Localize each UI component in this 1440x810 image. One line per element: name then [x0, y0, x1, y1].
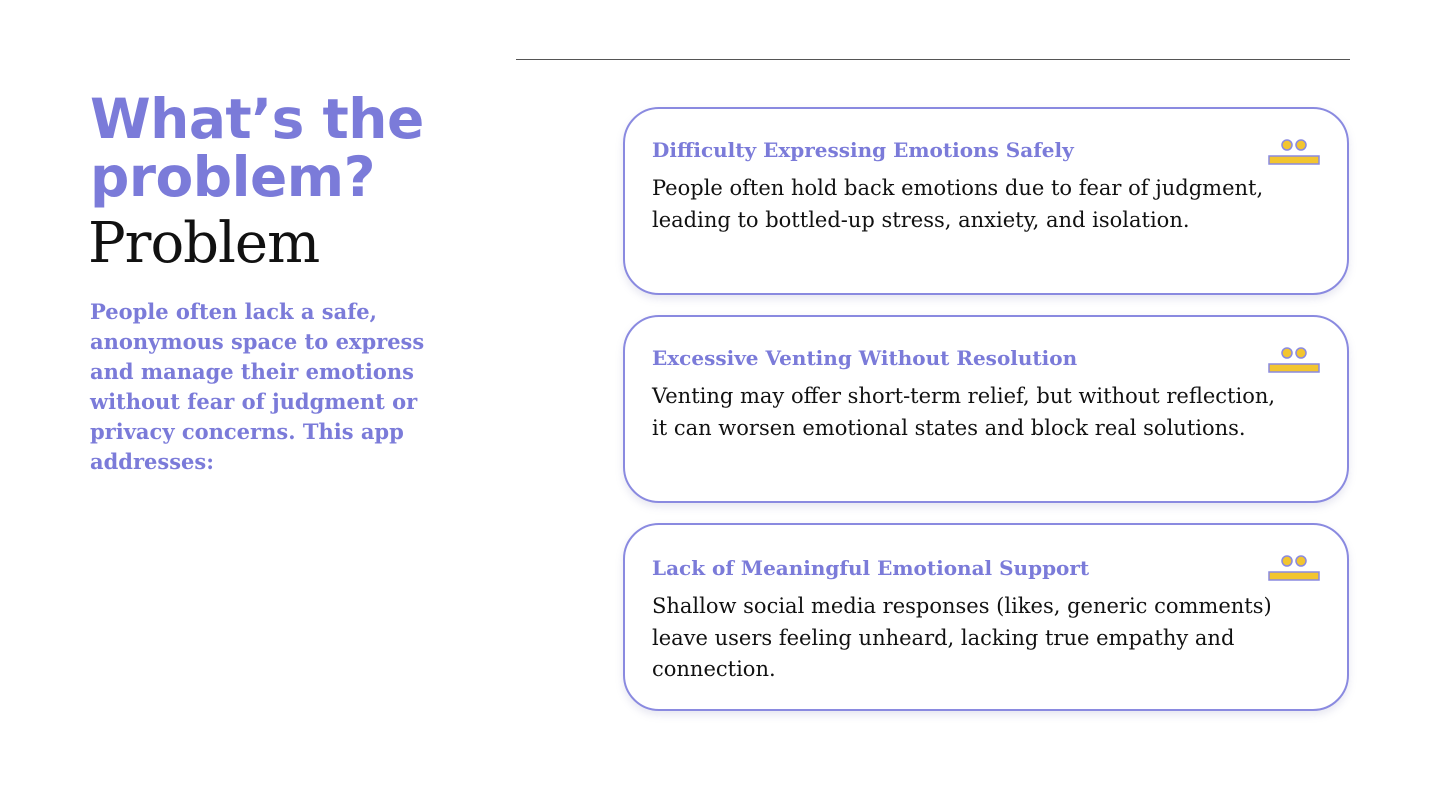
intro-paragraph: People often lack a safe, anonymous space to express and manage their emotions without fear of judgment or privacy concerns. This app addresses: — [90, 299, 425, 474]
neutral-face-icon — [1268, 137, 1320, 167]
card-title: Difficulty Expressing Emotions Safely — [652, 138, 1074, 162]
problem-card-2 — [623, 315, 1349, 503]
problem-card-1 — [623, 107, 1349, 295]
card-body: Venting may offer short-term relief, but without reflection, it can worsen emotional states and block real solutions. — [652, 384, 1276, 440]
card-title: Excessive Venting Without Resolution — [652, 346, 1078, 370]
problem-card-3 — [623, 523, 1349, 711]
slide-heading: What’s the problem? — [90, 87, 424, 209]
card-body: Shallow social media responses (likes, generic comments) leave users feeling unheard, lacking true empathy and connection. — [652, 594, 1272, 681]
neutral-face-icon — [1268, 553, 1320, 583]
neutral-face-icon — [1268, 345, 1320, 375]
top-divider — [516, 59, 1350, 60]
card-body: People often hold back emotions due to fear of judgment, leading to bottled-up stress, anxiety, and isolation. — [652, 176, 1264, 232]
slide-subheading: Problem — [88, 211, 320, 276]
card-title: Lack of Meaningful Emotional Support — [652, 556, 1090, 580]
